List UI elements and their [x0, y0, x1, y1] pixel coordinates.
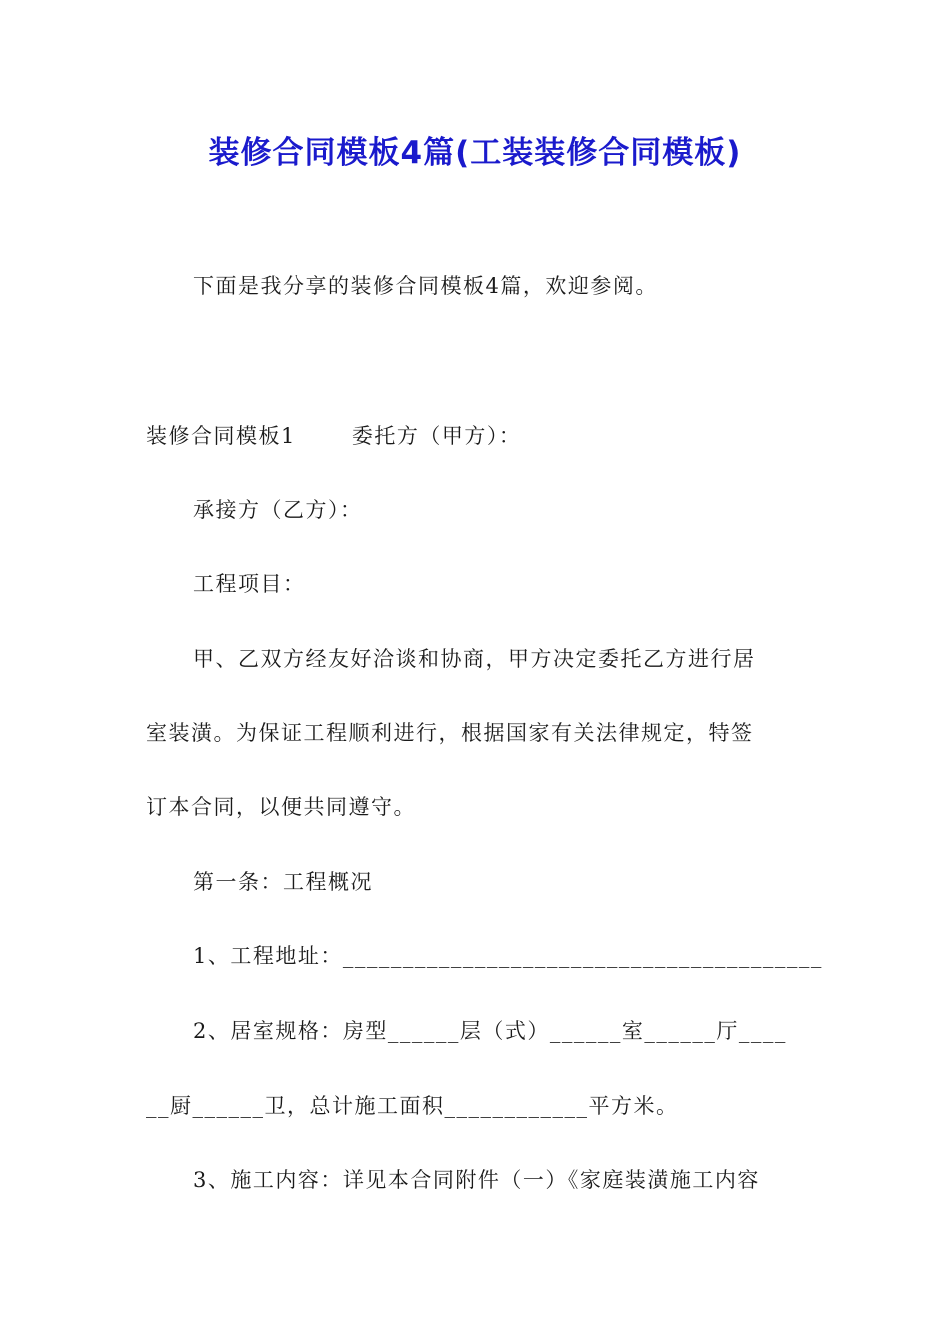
item2-line-2: __厨______卫，总计施工面积____________平方米。 — [146, 1094, 679, 1118]
contractor-label: 承接方（乙方）： — [193, 498, 363, 522]
section-heading-row — [146, 420, 521, 452]
item1-address: 1、工程地址：________________________________________ — [193, 944, 823, 968]
section-heading: 装修合同模板1 — [146, 424, 296, 448]
article1-heading: 第一条：工程概况 — [193, 870, 373, 894]
preamble-line-2: 室装潢。为保证工程顺利进行，根据国家有关法律规定，特签 — [146, 721, 754, 745]
item3-line-1: 3、施工内容：详见本合同附件（一）《家庭装潢施工内容 — [193, 1168, 760, 1192]
preamble-line-3: 订本合同，以便共同遵守。 — [146, 795, 416, 819]
intro-paragraph: 下面是我分享的装修合同模板4篇，欢迎参阅。 — [193, 274, 658, 298]
preamble-line-1: 甲、乙双方经友好洽谈和协商，甲方决定委托乙方进行居 — [193, 647, 756, 671]
item2-line-1: 2、居室规格：房型______层（式）______室______厅____ — [193, 1019, 787, 1043]
project-label: 工程项目： — [193, 572, 306, 596]
document-title: 装修合同模板4篇(工装装修合同模板) — [208, 135, 742, 171]
client-label: 委托方（甲方）： — [351, 424, 522, 448]
